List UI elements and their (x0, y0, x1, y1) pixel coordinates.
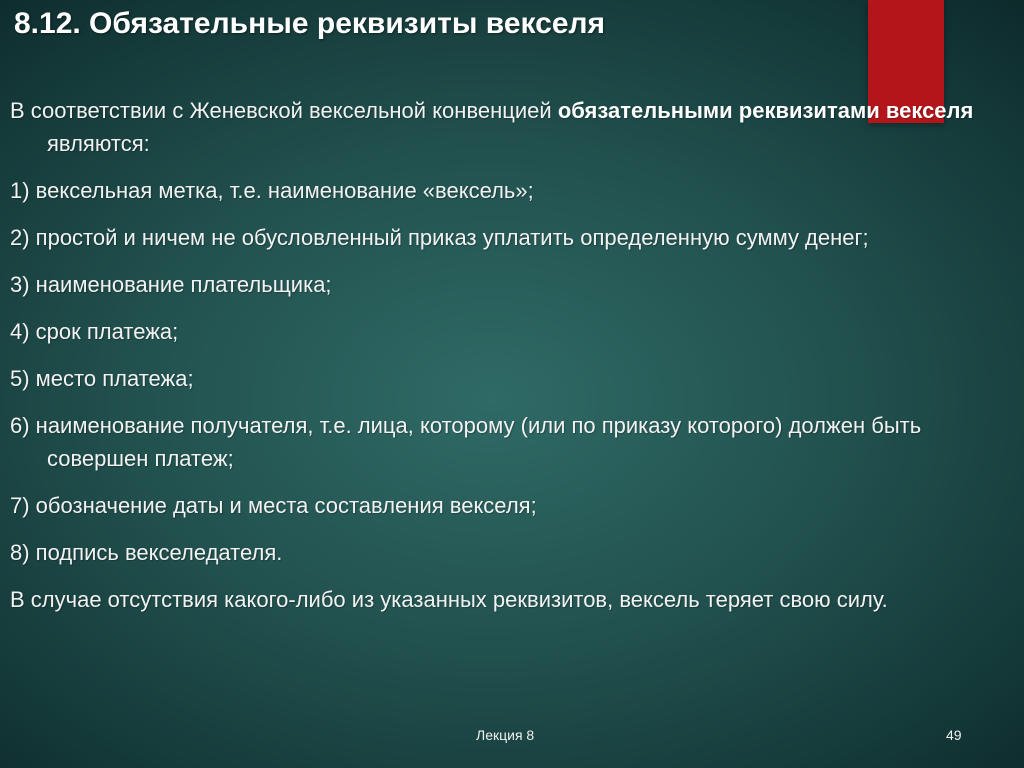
list-item: 8) подпись векселедателя. (10, 540, 283, 565)
list-item: 3) наименование плательщика; (10, 272, 332, 297)
page-number: 49 (946, 727, 962, 743)
list-item: 5) место платежа; (10, 366, 194, 391)
list-item: 6) наименование получателя, т.е. лица, которому (или по приказу которого) должен быть совершен платеж; (10, 413, 922, 471)
slide-body (10, 94, 1010, 630)
list-item: 2) простой и ничем не обусловленный приказ уплатить определенную сумму денег; (10, 225, 869, 250)
intro-paragraph (10, 94, 1010, 160)
footer-lecture-label: Лекция 8 (476, 727, 535, 743)
list-item: 1) вексельная метка, т.е. наименование «вексель»; (10, 178, 534, 203)
list-item: 7) обозначение даты и места составления векселя; (10, 493, 537, 518)
slide-title: 8.12. Обязательные реквизиты векселя (14, 7, 606, 40)
intro-emphasis: обязательными реквизитами векселя (557, 98, 974, 123)
intro-text: В соответствии с Женевской вексельной конвенцией (10, 98, 558, 123)
list-item: 4) срок платежа; (10, 319, 179, 344)
conclusion-paragraph: В случае отсутствия какого-либо из указанных реквизитов, вексель теряет свою силу. (10, 587, 888, 612)
intro-text-end: являются: (47, 131, 150, 156)
